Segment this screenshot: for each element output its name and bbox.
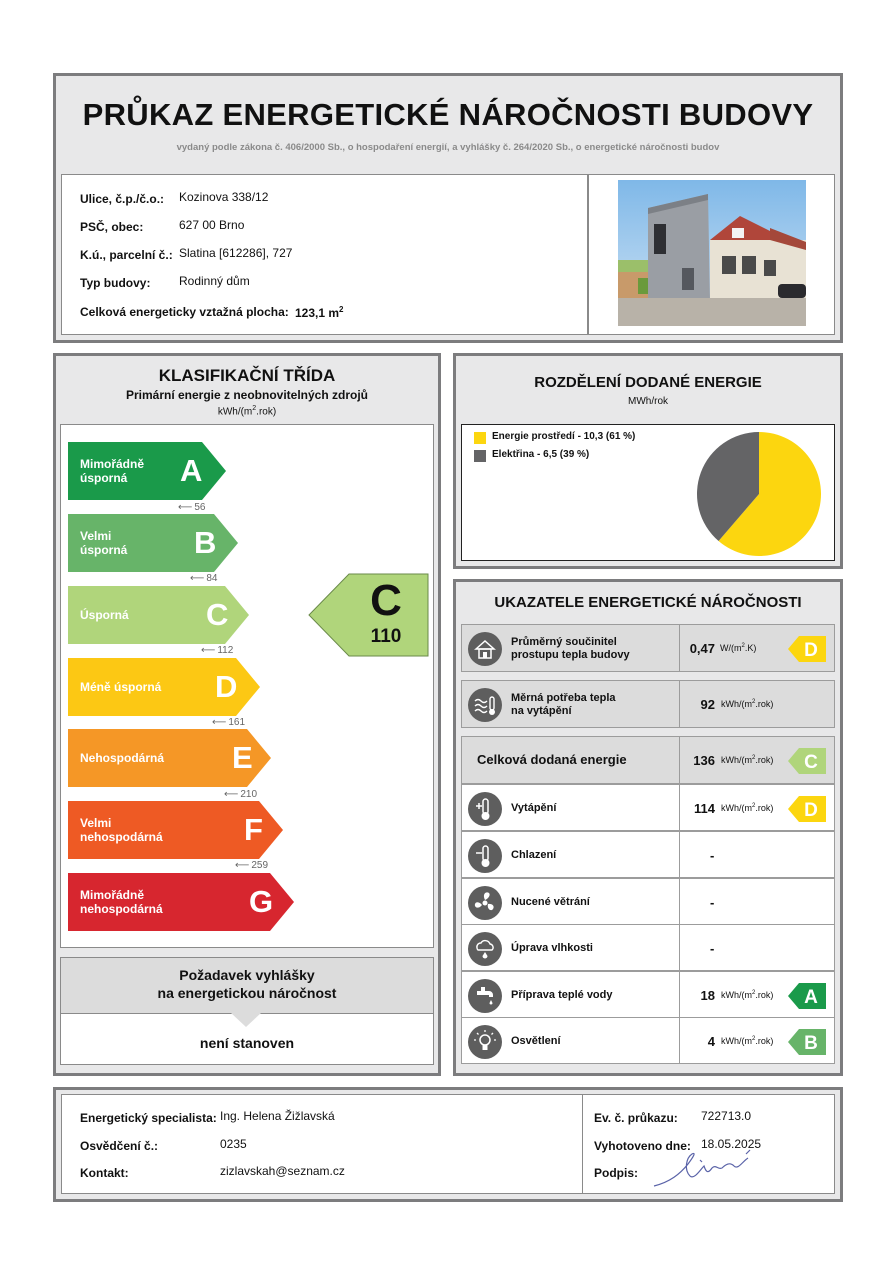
- class-bar-d: [68, 658, 260, 716]
- indicator-value: 18: [700, 987, 715, 1003]
- class-f-letter: F: [244, 812, 263, 847]
- indicator-label: Celková dodaná energie: [477, 752, 627, 767]
- indicator-row: [461, 624, 835, 672]
- class-g-line2: nehospodárná: [80, 902, 163, 916]
- certificate-value: 0235: [220, 1137, 247, 1151]
- classification-subtitle: Primární energie z neobnovitelných zdrojů: [125, 388, 369, 402]
- area-label: Celková energeticky vztažná plocha:: [80, 305, 289, 319]
- indicator-value: 4: [707, 1033, 715, 1049]
- class-b-letter: B: [194, 525, 217, 560]
- evidence-number-label: Ev. č. průkazu:: [594, 1111, 678, 1125]
- indicator-badge-letter: D: [804, 799, 818, 821]
- threshold-fg: ⟵ 259: [235, 860, 269, 871]
- class-d-letter: D: [215, 669, 238, 704]
- indicator-row: [461, 971, 835, 1018]
- class-f-line1: Velmi: [80, 816, 112, 830]
- specialist-label: Energetický specialista:: [80, 1111, 217, 1125]
- thermometer-minus-icon: [468, 839, 502, 873]
- building-photo: [618, 180, 806, 326]
- indicator-value: -: [710, 894, 715, 910]
- threshold-ab: ⟵ 56: [178, 502, 206, 513]
- requirement-value: není stanoven: [199, 1035, 295, 1051]
- indicator-value: -: [710, 847, 715, 863]
- class-c-letter: C: [206, 597, 229, 632]
- indicator-label: Osvětlení: [511, 1034, 561, 1047]
- contact-value[interactable]: zizlavskah@seznam.cz: [220, 1164, 345, 1178]
- distribution-unit: MWh/rok: [628, 396, 668, 407]
- class-a-line2: úsporná: [80, 471, 128, 485]
- indicator-label: Příprava teplé vody: [511, 988, 613, 1001]
- requirement-title-2: na energetickou náročnost: [157, 985, 337, 1001]
- requirement-pointer: [231, 1013, 261, 1027]
- class-g-line1: Mimořádně: [80, 888, 145, 902]
- signature-image: [650, 1146, 760, 1192]
- class-b-line2: úsporná: [80, 543, 128, 557]
- building-type-label: Typ budovy:: [80, 276, 151, 290]
- heat-demand-icon: [468, 688, 502, 722]
- indicator-unit: kWh/$(m^2.rok)$: [721, 755, 774, 765]
- class-f-line2: nehospodárná: [80, 830, 163, 844]
- indicator-unit: kWh/$(m^2.rok)$: [721, 1035, 774, 1046]
- indicator-row-divider: [679, 625, 680, 671]
- indicator-row-divider: [679, 972, 680, 1017]
- indicator-row: [461, 784, 835, 831]
- faucet-icon: [468, 979, 502, 1013]
- indicator-unit: $W/(m^2.K)$: [720, 643, 757, 653]
- indicator-class-badge: [788, 796, 826, 822]
- class-b-line1: Velmi: [80, 529, 112, 543]
- indicator-row-divider: [679, 1018, 680, 1063]
- contact-label: Kontakt:: [80, 1166, 129, 1180]
- specialist-value: Ing. Helena Žižlavská: [220, 1109, 335, 1123]
- indicator-label: Vytápění: [511, 801, 557, 814]
- signature-label: Podpis:: [594, 1166, 638, 1180]
- class-e-letter: E: [232, 740, 253, 775]
- indicator-badge-letter: C: [804, 752, 818, 773]
- result-class-indicator: [308, 573, 430, 657]
- threshold-de: ⟵ 161: [212, 717, 246, 728]
- issue-date-label: Vyhotoveno dne:: [594, 1139, 691, 1153]
- class-bar-a: [68, 442, 226, 500]
- indicator-value: -: [710, 940, 715, 956]
- indicator-value: 136: [693, 753, 715, 768]
- legend-label-environment: Energie prostředí - 10,3 (61 %): [492, 431, 636, 442]
- evidence-number-value: 722713.0: [701, 1109, 752, 1123]
- distribution-title: ROZDĚLENÍ DODANÉ ENERGIE: [534, 374, 762, 391]
- requirement-title-1: Požadavek vyhlášky: [179, 967, 315, 983]
- indicator-badge-letter: B: [804, 1032, 818, 1054]
- class-bar-e: [68, 729, 271, 787]
- classification-unit: kWh/$(m^2.rok)$: [217, 405, 277, 418]
- zip-label: PSČ, obec:: [80, 220, 144, 234]
- indicator-row-divider: [679, 737, 680, 783]
- thermometer-plus-icon: [468, 792, 502, 826]
- building-type-value: Rodinný dům: [179, 274, 250, 288]
- indicator-row-divider: [679, 879, 680, 924]
- result-class-value: 110: [370, 626, 402, 647]
- street-label: Ulice, č.p./č.o.:: [80, 192, 165, 206]
- indicator-value: 114: [694, 800, 715, 816]
- indicator-label: Měrná potřeba tepla na vytápění: [511, 692, 616, 717]
- humidity-icon: [468, 932, 502, 966]
- certificate-label: Osvědčení č.:: [80, 1139, 159, 1153]
- indicator-row: [461, 1017, 835, 1064]
- indicator-value: 92: [700, 697, 715, 712]
- class-a-line1: Mimořádně: [80, 457, 145, 471]
- cadastre-label: K.ú., parcelní č.:: [80, 248, 173, 262]
- indicator-unit: kWh/$(m^2.rok)$: [721, 989, 774, 1000]
- indicator-row-divider: [679, 832, 680, 877]
- page-subtitle: vydaný podle zákona č. 406/2000 Sb., o hospodaření energií, a vyhlášky č. 264/2020 Sb., o energetické náročnosti budov: [176, 142, 720, 153]
- class-d-line1: Méně úsporná: [80, 680, 162, 694]
- indicator-row: [461, 680, 835, 728]
- area-value: 123,1 $m^2$: [295, 305, 344, 320]
- indicator-unit: kWh/$(m^2.rok)$: [721, 802, 774, 813]
- indicator-row: [461, 736, 835, 784]
- class-bar-g: [68, 873, 294, 931]
- indicator-class-badge: [788, 1029, 826, 1055]
- indicator-badge-letter: D: [804, 640, 818, 661]
- house-icon: [468, 632, 502, 666]
- indicator-row-divider: [679, 925, 680, 970]
- indicator-row: [461, 924, 835, 971]
- issue-date-value: 18.05.2025: [701, 1137, 762, 1151]
- indicator-row-divider: [679, 681, 680, 727]
- threshold-ef: ⟵ 210: [224, 789, 258, 800]
- threshold-cd: ⟵ 112: [201, 645, 234, 656]
- legend-swatch-electricity: [474, 450, 486, 462]
- indicator-label: Chlazení: [511, 848, 557, 861]
- indicator-class-badge: [788, 636, 826, 662]
- class-bar-b: [68, 514, 238, 572]
- energy-pie-chart: [693, 428, 825, 560]
- indicator-value: 0,47: [689, 641, 715, 656]
- result-class-letter: C: [370, 576, 402, 625]
- class-e-line1: Nehospodárná: [80, 751, 165, 765]
- indicator-row-divider: [679, 785, 680, 830]
- cadastre-value: Slatina [612286], 727: [179, 246, 293, 260]
- indicator-row: [461, 831, 835, 878]
- indicator-unit: kWh/$(m^2.rok)$: [721, 699, 774, 709]
- indicator-label: Úprava vlhkosti: [511, 941, 593, 954]
- indicator-label: Průměrný součinitel prostupu tepla budovy: [511, 636, 630, 661]
- class-a-letter: A: [180, 453, 203, 488]
- class-c-line1: Úsporná: [80, 608, 129, 622]
- street-value: Kozinova 338/12: [179, 190, 269, 204]
- indicators-title: UKAZATELE ENERGETICKÉ NÁROČNOSTI: [494, 594, 802, 611]
- indicator-badge-letter: A: [804, 986, 818, 1008]
- class-bar-f: [68, 801, 283, 859]
- indicator-class-badge: [788, 748, 826, 774]
- indicator-row: [461, 878, 835, 925]
- fan-icon: [468, 886, 502, 920]
- page-title: PRŮKAZ ENERGETICKÉ NÁROČNOSTI BUDOVY: [82, 97, 814, 132]
- indicator-label: Nucené větrání: [511, 895, 590, 908]
- class-g-letter: G: [249, 884, 274, 919]
- indicator-class-badge: [788, 983, 826, 1009]
- classification-title: KLASIFIKAČNÍ TŘÍDA: [158, 366, 336, 385]
- legend-label-electricity: Elektřina - 6,5 (39 %): [492, 449, 590, 460]
- lightbulb-icon: [468, 1025, 502, 1059]
- threshold-bc: ⟵ 84: [190, 573, 218, 584]
- zip-value: 627 00 Brno: [179, 218, 245, 232]
- legend-swatch-environment: [474, 432, 486, 444]
- class-bar-c: [68, 586, 249, 644]
